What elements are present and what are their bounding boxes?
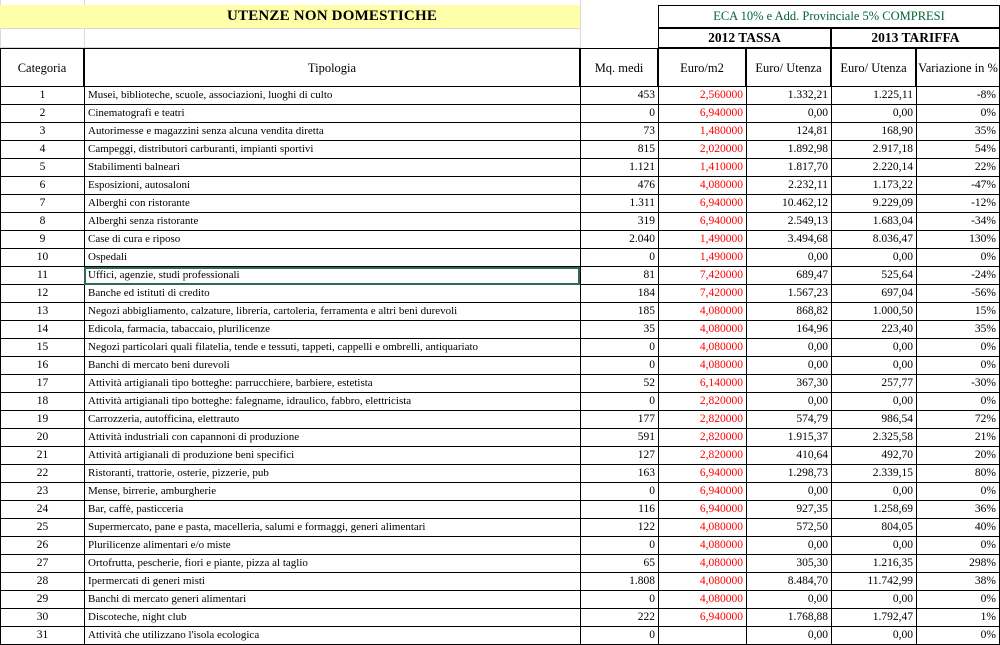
cell-variazione[interactable]: 0% xyxy=(916,339,1000,357)
cell-euro-m2[interactable]: 2,820000 xyxy=(658,393,746,411)
cell-euro-utenza-2013[interactable]: 0,00 xyxy=(831,105,916,123)
cell-euro-m2[interactable]: 4,080000 xyxy=(658,177,746,195)
cell-mq-medi[interactable]: 2.040 xyxy=(580,231,658,249)
table-row[interactable] xyxy=(0,177,1000,195)
table-row[interactable] xyxy=(0,159,1000,177)
cell-categoria[interactable]: 24 xyxy=(0,501,84,519)
cell-categoria[interactable]: 27 xyxy=(0,555,84,573)
cell-variazione[interactable]: -56% xyxy=(916,285,1000,303)
cell-variazione[interactable]: -34% xyxy=(916,213,1000,231)
gridline-faint xyxy=(580,0,581,48)
cell-variazione[interactable]: 130% xyxy=(916,231,1000,249)
cell-tipologia[interactable]: Banchi di mercato beni durevoli xyxy=(84,357,580,375)
cell-categoria[interactable]: 2 xyxy=(0,105,84,123)
cell-variazione[interactable]: 38% xyxy=(916,573,1000,591)
cell-variazione[interactable]: 22% xyxy=(916,159,1000,177)
table-row[interactable] xyxy=(0,249,1000,267)
cell-categoria[interactable]: 20 xyxy=(0,429,84,447)
cell-categoria[interactable]: 30 xyxy=(0,609,84,627)
cell-euro-m2[interactable]: 4,080000 xyxy=(658,339,746,357)
cell-euro-utenza-2013[interactable]: 986,54 xyxy=(831,411,916,429)
cell-tipologia[interactable]: Negozi abbigliamento, calzature, libreria, cartoleria, ferramenta e altri beni durevoli xyxy=(84,303,580,321)
cell-categoria[interactable]: 10 xyxy=(0,249,84,267)
table-row[interactable] xyxy=(0,195,1000,213)
cell-mq-medi[interactable]: 815 xyxy=(580,141,658,159)
cell-euro-utenza-2013[interactable]: 2.325,58 xyxy=(831,429,916,447)
cell-euro-utenza-2012[interactable]: 0,00 xyxy=(746,357,831,375)
cell-mq-medi[interactable]: 222 xyxy=(580,609,658,627)
cell-mq-medi[interactable]: 319 xyxy=(580,213,658,231)
cell-euro-utenza-2013[interactable]: 0,00 xyxy=(831,339,916,357)
cell-mq-medi[interactable]: 127 xyxy=(580,447,658,465)
cell-mq-medi[interactable]: 1.808 xyxy=(580,573,658,591)
cell-tipologia[interactable]: Attività artigianali di produzione beni specifici xyxy=(84,447,580,465)
cell-mq-medi[interactable]: 52 xyxy=(580,375,658,393)
cell-euro-m2[interactable]: 6,140000 xyxy=(658,375,746,393)
cell-categoria[interactable]: 12 xyxy=(0,285,84,303)
cell-mq-medi[interactable]: 177 xyxy=(580,411,658,429)
cell-euro-utenza-2013[interactable]: 2.917,18 xyxy=(831,141,916,159)
cell-euro-utenza-2013[interactable]: 8.036,47 xyxy=(831,231,916,249)
cell-euro-utenza-2013[interactable]: 2.220,14 xyxy=(831,159,916,177)
cell-tipologia[interactable]: Banche ed istituti di credito xyxy=(84,285,580,303)
cell-euro-utenza-2012[interactable]: 164,96 xyxy=(746,321,831,339)
cell-mq-medi[interactable]: 184 xyxy=(580,285,658,303)
cell-categoria[interactable]: 8 xyxy=(0,213,84,231)
cell-euro-utenza-2013[interactable]: 1.000,50 xyxy=(831,303,916,321)
cell-variazione[interactable]: -30% xyxy=(916,375,1000,393)
cell-euro-utenza-2012[interactable]: 689,47 xyxy=(746,267,831,285)
cell-mq-medi[interactable]: 0 xyxy=(580,537,658,555)
column-header-mq-medi: Mq. medi xyxy=(580,48,658,87)
cell-variazione[interactable]: 0% xyxy=(916,591,1000,609)
cell-euro-utenza-2013[interactable]: 0,00 xyxy=(831,627,916,645)
cell-variazione[interactable]: 15% xyxy=(916,303,1000,321)
cell-mq-medi[interactable]: 476 xyxy=(580,177,658,195)
cell-euro-utenza-2012[interactable]: 305,30 xyxy=(746,555,831,573)
cell-tipologia[interactable]: Ristoranti, trattorie, osterie, pizzerie, pub xyxy=(84,465,580,483)
column-header-euro-utenza-2013: Euro/ Utenza xyxy=(831,48,916,87)
table-row[interactable] xyxy=(0,321,1000,339)
cell-variazione[interactable]: -8% xyxy=(916,87,1000,105)
cell-variazione[interactable]: 0% xyxy=(916,483,1000,501)
cell-mq-medi[interactable]: 35 xyxy=(580,321,658,339)
cell-euro-utenza-2012[interactable]: 1.298,73 xyxy=(746,465,831,483)
column-header-euro-utenza-2012: Euro/ Utenza xyxy=(746,48,831,87)
cell-mq-medi[interactable]: 122 xyxy=(580,519,658,537)
cell-euro-m2[interactable]: 6,940000 xyxy=(658,501,746,519)
cell-euro-utenza-2013[interactable]: 1.792,47 xyxy=(831,609,916,627)
cell-mq-medi[interactable]: 1.311 xyxy=(580,195,658,213)
cell-euro-m2[interactable]: 2,820000 xyxy=(658,411,746,429)
cell-euro-utenza-2012[interactable]: 410,64 xyxy=(746,447,831,465)
cell-categoria[interactable]: 29 xyxy=(0,591,84,609)
cell-euro-m2[interactable]: 4,080000 xyxy=(658,573,746,591)
cell-tipologia[interactable]: Campeggi, distributori carburanti, impianti sportivi xyxy=(84,141,580,159)
cell-mq-medi[interactable]: 0 xyxy=(580,339,658,357)
table-row[interactable] xyxy=(0,573,1000,591)
cell-variazione[interactable]: -47% xyxy=(916,177,1000,195)
cell-variazione[interactable]: 298% xyxy=(916,555,1000,573)
table-row[interactable] xyxy=(0,231,1000,249)
table-row[interactable] xyxy=(0,393,1000,411)
cell-mq-medi[interactable]: 0 xyxy=(580,105,658,123)
table-row[interactable] xyxy=(0,627,1000,645)
cell-mq-medi[interactable]: 65 xyxy=(580,555,658,573)
cell-categoria[interactable]: 6 xyxy=(0,177,84,195)
cell-tipologia[interactable]: Alberghi senza ristorante xyxy=(84,213,580,231)
cell-euro-utenza-2012[interactable]: 1.768,88 xyxy=(746,609,831,627)
cell-mq-medi[interactable]: 0 xyxy=(580,393,658,411)
cell-euro-utenza-2012[interactable]: 124,81 xyxy=(746,123,831,141)
cell-euro-utenza-2013[interactable]: 2.339,15 xyxy=(831,465,916,483)
cell-mq-medi[interactable]: 185 xyxy=(580,303,658,321)
cell-euro-utenza-2013[interactable]: 525,64 xyxy=(831,267,916,285)
cell-mq-medi[interactable]: 0 xyxy=(580,627,658,645)
table-row[interactable] xyxy=(0,105,1000,123)
table-row[interactable] xyxy=(0,285,1000,303)
cell-euro-utenza-2013[interactable]: 0,00 xyxy=(831,393,916,411)
cell-euro-m2[interactable]: 7,420000 xyxy=(658,285,746,303)
cell-euro-utenza-2012[interactable]: 0,00 xyxy=(746,339,831,357)
cell-mq-medi[interactable]: 73 xyxy=(580,123,658,141)
cell-mq-medi[interactable]: 0 xyxy=(580,357,658,375)
cell-categoria[interactable]: 11 xyxy=(0,267,84,285)
cell-euro-utenza-2012[interactable]: 0,00 xyxy=(746,483,831,501)
cell-euro-m2[interactable]: 4,080000 xyxy=(658,519,746,537)
cell-euro-utenza-2013[interactable]: 223,40 xyxy=(831,321,916,339)
cell-euro-m2[interactable]: 2,020000 xyxy=(658,141,746,159)
cell-euro-utenza-2012[interactable]: 868,82 xyxy=(746,303,831,321)
cell-categoria[interactable]: 23 xyxy=(0,483,84,501)
cell-categoria[interactable]: 14 xyxy=(0,321,84,339)
cell-euro-utenza-2012[interactable]: 1.892,98 xyxy=(746,141,831,159)
cell-tipologia[interactable]: Attività che utilizzano l'isola ecologica xyxy=(84,627,580,645)
table-row[interactable] xyxy=(0,609,1000,627)
cell-euro-utenza-2012[interactable]: 8.484,70 xyxy=(746,573,831,591)
cell-variazione[interactable]: 0% xyxy=(916,627,1000,645)
cell-variazione[interactable]: 35% xyxy=(916,123,1000,141)
cell-variazione[interactable]: 0% xyxy=(916,537,1000,555)
cell-euro-m2[interactable] xyxy=(658,627,746,645)
cell-euro-utenza-2012[interactable]: 0,00 xyxy=(746,249,831,267)
cell-tipologia[interactable]: Mense, birrerie, amburgherie xyxy=(84,483,580,501)
cell-tipologia[interactable]: Ortofrutta, pescherie, fiori e piante, pizza al taglio xyxy=(84,555,580,573)
cell-categoria[interactable]: 26 xyxy=(0,537,84,555)
cell-categoria[interactable]: 31 xyxy=(0,627,84,645)
cell-mq-medi[interactable]: 163 xyxy=(580,465,658,483)
cell-euro-utenza-2013[interactable]: 257,77 xyxy=(831,375,916,393)
cell-variazione[interactable]: 36% xyxy=(916,501,1000,519)
cell-euro-utenza-2012[interactable]: 0,00 xyxy=(746,393,831,411)
cell-euro-utenza-2013[interactable]: 1.225,11 xyxy=(831,87,916,105)
cell-categoria[interactable]: 3 xyxy=(0,123,84,141)
table-row[interactable] xyxy=(0,123,1000,141)
cell-euro-m2[interactable]: 7,420000 xyxy=(658,267,746,285)
cell-euro-utenza-2013[interactable]: 1.173,22 xyxy=(831,177,916,195)
cell-euro-utenza-2013[interactable]: 0,00 xyxy=(831,249,916,267)
cell-variazione[interactable]: 1% xyxy=(916,609,1000,627)
cell-euro-utenza-2013[interactable]: 0,00 xyxy=(831,357,916,375)
cell-euro-utenza-2012[interactable]: 2.232,11 xyxy=(746,177,831,195)
cell-euro-m2[interactable]: 1,410000 xyxy=(658,159,746,177)
column-header-categoria: Categoria xyxy=(0,48,84,87)
cell-euro-utenza-2013[interactable]: 11.742,99 xyxy=(831,573,916,591)
eca-notice-header: ECA 10% e Add. Provinciale 5% COMPRESI xyxy=(658,5,1000,28)
cell-categoria[interactable]: 9 xyxy=(0,231,84,249)
cell-tipologia[interactable]: Case di cura e riposo xyxy=(84,231,580,249)
column-header-euro-m2: Euro/m2 xyxy=(658,48,746,87)
cell-mq-medi[interactable]: 0 xyxy=(580,249,658,267)
cell-tipologia[interactable]: Autorimesse e magazzini senza alcuna vendita diretta xyxy=(84,123,580,141)
cell-variazione[interactable]: 20% xyxy=(916,447,1000,465)
cell-euro-m2[interactable]: 4,080000 xyxy=(658,357,746,375)
cell-categoria[interactable]: 19 xyxy=(0,411,84,429)
cell-tipologia[interactable]: Attività artigianali tipo botteghe: falegname, idraulico, fabbro, elettricista xyxy=(84,393,580,411)
cell-euro-m2[interactable]: 1,490000 xyxy=(658,249,746,267)
cell-categoria[interactable]: 22 xyxy=(0,465,84,483)
cell-variazione[interactable]: -24% xyxy=(916,267,1000,285)
cell-euro-utenza-2012[interactable]: 10.462,12 xyxy=(746,195,831,213)
cell-categoria[interactable]: 13 xyxy=(0,303,84,321)
cell-euro-utenza-2012[interactable]: 1.915,37 xyxy=(746,429,831,447)
table-row[interactable] xyxy=(0,519,1000,537)
cell-euro-utenza-2012[interactable]: 0,00 xyxy=(746,591,831,609)
cell-categoria[interactable]: 18 xyxy=(0,393,84,411)
year-header-2013: 2013 TARIFFA xyxy=(831,28,1000,48)
cell-euro-m2[interactable]: 4,080000 xyxy=(658,303,746,321)
cell-euro-utenza-2013[interactable]: 168,90 xyxy=(831,123,916,141)
cell-categoria[interactable]: 25 xyxy=(0,519,84,537)
cell-tipologia[interactable]: Ospedali xyxy=(84,249,580,267)
cell-mq-medi[interactable]: 0 xyxy=(580,591,658,609)
cell-tipologia[interactable]: Attività artigianali tipo botteghe: parrucchiere, barbiere, estetista xyxy=(84,375,580,393)
gridline-faint xyxy=(0,28,580,29)
cell-variazione[interactable]: 21% xyxy=(916,429,1000,447)
table-row[interactable] xyxy=(0,375,1000,393)
table-row[interactable] xyxy=(0,141,1000,159)
table-row[interactable] xyxy=(0,447,1000,465)
cell-mq-medi[interactable]: 1.121 xyxy=(580,159,658,177)
cell-tipologia[interactable]: Cinematografi e teatri xyxy=(84,105,580,123)
cell-tipologia[interactable]: Ipermercati di generi misti xyxy=(84,573,580,591)
table-row[interactable] xyxy=(0,429,1000,447)
column-header-tipologia: Tipologia xyxy=(84,48,580,87)
cell-categoria[interactable]: 28 xyxy=(0,573,84,591)
cell-categoria[interactable]: 16 xyxy=(0,357,84,375)
cell-tipologia[interactable]: Plurilicenze alimentari e/o miste xyxy=(84,537,580,555)
cell-euro-m2[interactable]: 2,820000 xyxy=(658,429,746,447)
column-header-variazione: Variazione in % xyxy=(916,48,1000,87)
cell-euro-m2[interactable]: 4,080000 xyxy=(658,591,746,609)
cell-variazione[interactable]: 80% xyxy=(916,465,1000,483)
cell-variazione[interactable]: 0% xyxy=(916,357,1000,375)
cell-variazione[interactable]: 0% xyxy=(916,249,1000,267)
cell-euro-utenza-2013[interactable]: 0,00 xyxy=(831,591,916,609)
table-row[interactable] xyxy=(0,411,1000,429)
cell-euro-utenza-2013[interactable]: 9.229,09 xyxy=(831,195,916,213)
cell-mq-medi[interactable]: 453 xyxy=(580,87,658,105)
table-row[interactable] xyxy=(0,267,1000,285)
cell-euro-m2[interactable]: 6,940000 xyxy=(658,609,746,627)
cell-euro-utenza-2012[interactable]: 1.817,70 xyxy=(746,159,831,177)
cell-categoria[interactable]: 4 xyxy=(0,141,84,159)
cell-euro-m2[interactable]: 6,940000 xyxy=(658,483,746,501)
cell-euro-utenza-2013[interactable]: 804,05 xyxy=(831,519,916,537)
cell-euro-utenza-2012[interactable]: 927,35 xyxy=(746,501,831,519)
cell-tipologia[interactable]: Uffici, agenzie, studi professionali xyxy=(84,267,580,285)
cell-categoria[interactable]: 15 xyxy=(0,339,84,357)
cell-tipologia[interactable]: Edicola, farmacia, tabaccaio, plurilicenze xyxy=(84,321,580,339)
table-row[interactable] xyxy=(0,537,1000,555)
cell-euro-utenza-2013[interactable]: 1.683,04 xyxy=(831,213,916,231)
cell-variazione[interactable]: -12% xyxy=(916,195,1000,213)
cell-mq-medi[interactable]: 591 xyxy=(580,429,658,447)
cell-tipologia[interactable]: Negozi particolari quali filatelia, tende e tessuti, tappeti, cappelli e ombrelli, antiquariato xyxy=(84,339,580,357)
cell-variazione[interactable]: 40% xyxy=(916,519,1000,537)
cell-euro-utenza-2012[interactable]: 0,00 xyxy=(746,105,831,123)
cell-categoria[interactable]: 21 xyxy=(0,447,84,465)
cell-tipologia[interactable]: Stabilimenti balneari xyxy=(84,159,580,177)
cell-variazione[interactable]: 54% xyxy=(916,141,1000,159)
table-row[interactable] xyxy=(0,213,1000,231)
cell-euro-m2[interactable]: 4,080000 xyxy=(658,555,746,573)
cell-euro-utenza-2012[interactable]: 0,00 xyxy=(746,537,831,555)
table-row[interactable] xyxy=(0,357,1000,375)
cell-variazione[interactable]: 0% xyxy=(916,393,1000,411)
year-header-2012: 2012 TASSA xyxy=(658,28,831,48)
cell-euro-utenza-2012[interactable]: 3.494,68 xyxy=(746,231,831,249)
cell-euro-m2[interactable]: 6,940000 xyxy=(658,195,746,213)
cell-euro-m2[interactable]: 6,940000 xyxy=(658,465,746,483)
cell-euro-utenza-2012[interactable]: 1.332,21 xyxy=(746,87,831,105)
page-title: UTENZE NON DOMESTICHE xyxy=(226,8,438,24)
cell-euro-m2[interactable]: 4,080000 xyxy=(658,537,746,555)
cell-categoria[interactable]: 1 xyxy=(0,87,84,105)
cell-tipologia[interactable]: Bar, caffè, pasticceria xyxy=(84,501,580,519)
table-row[interactable] xyxy=(0,555,1000,573)
cell-tipologia[interactable]: Carrozzeria, autofficina, elettrauto xyxy=(84,411,580,429)
cell-tipologia[interactable]: Supermercato, pane e pasta, macelleria, salumi e formaggi, generi alimentari xyxy=(84,519,580,537)
table-row[interactable] xyxy=(0,87,1000,105)
cell-euro-utenza-2012[interactable]: 2.549,13 xyxy=(746,213,831,231)
cell-euro-m2[interactable]: 1,490000 xyxy=(658,231,746,249)
cell-tipologia[interactable]: Discoteche, night club xyxy=(84,609,580,627)
cell-euro-utenza-2012[interactable]: 574,79 xyxy=(746,411,831,429)
cell-categoria[interactable]: 5 xyxy=(0,159,84,177)
cell-tipologia[interactable]: Banchi di mercato generi alimentari xyxy=(84,591,580,609)
cell-euro-utenza-2012[interactable]: 0,00 xyxy=(746,627,831,645)
cell-mq-medi[interactable]: 81 xyxy=(580,267,658,285)
cell-variazione[interactable]: 0% xyxy=(916,105,1000,123)
cell-tipologia[interactable]: Musei, biblioteche, scuole, associazioni, luoghi di culto xyxy=(84,87,580,105)
cell-euro-utenza-2013[interactable]: 0,00 xyxy=(831,537,916,555)
table-row[interactable] xyxy=(0,303,1000,321)
cell-tipologia[interactable]: Alberghi con ristorante xyxy=(84,195,580,213)
cell-tipologia[interactable]: Esposizioni, autosaloni xyxy=(84,177,580,195)
cell-euro-m2[interactable]: 4,080000 xyxy=(658,321,746,339)
cell-euro-utenza-2013[interactable]: 1.216,35 xyxy=(831,555,916,573)
cell-euro-utenza-2013[interactable]: 0,00 xyxy=(831,483,916,501)
table-row[interactable] xyxy=(0,591,1000,609)
cell-euro-m2[interactable]: 6,940000 xyxy=(658,105,746,123)
cell-euro-utenza-2013[interactable]: 1.258,69 xyxy=(831,501,916,519)
cell-euro-m2[interactable]: 2,560000 xyxy=(658,87,746,105)
cell-euro-utenza-2012[interactable]: 367,30 xyxy=(746,375,831,393)
cell-euro-utenza-2013[interactable]: 697,04 xyxy=(831,285,916,303)
table-row[interactable] xyxy=(0,483,1000,501)
table-row[interactable] xyxy=(0,339,1000,357)
table-row[interactable] xyxy=(0,501,1000,519)
cell-variazione[interactable]: 35% xyxy=(916,321,1000,339)
cell-euro-m2[interactable]: 6,940000 xyxy=(658,213,746,231)
cell-euro-utenza-2012[interactable]: 572,50 xyxy=(746,519,831,537)
cell-mq-medi[interactable]: 0 xyxy=(580,483,658,501)
cell-euro-utenza-2012[interactable]: 1.567,23 xyxy=(746,285,831,303)
cell-euro-utenza-2013[interactable]: 492,70 xyxy=(831,447,916,465)
cell-tipologia[interactable]: Attività industriali con capannoni di produzione xyxy=(84,429,580,447)
table-row[interactable] xyxy=(0,465,1000,483)
cell-euro-m2[interactable]: 1,480000 xyxy=(658,123,746,141)
cell-euro-m2[interactable]: 2,820000 xyxy=(658,447,746,465)
cell-mq-medi[interactable]: 116 xyxy=(580,501,658,519)
cell-categoria[interactable]: 7 xyxy=(0,195,84,213)
cell-categoria[interactable]: 17 xyxy=(0,375,84,393)
cell-variazione[interactable]: 72% xyxy=(916,411,1000,429)
